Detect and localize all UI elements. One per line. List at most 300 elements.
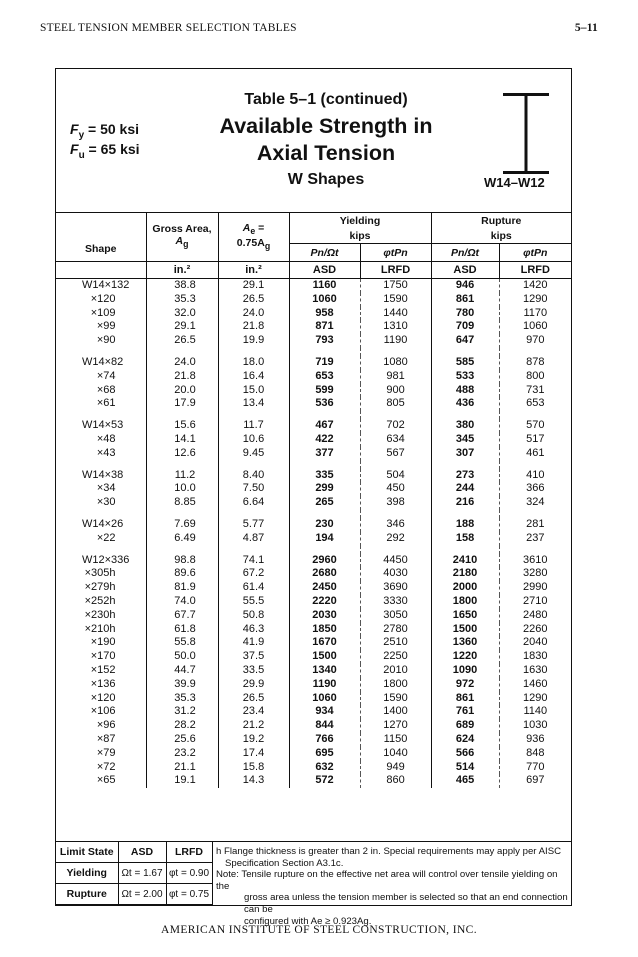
cell-yield-lrfd: 567 xyxy=(360,447,431,461)
cell-yield-asd: 844 xyxy=(289,719,360,733)
cell-shape: ×279h xyxy=(56,581,146,595)
cell-effective-area: 19.9 xyxy=(218,334,289,348)
cell-effective-area: 8.40 xyxy=(218,469,289,483)
cell-yield-lrfd: 3050 xyxy=(360,609,431,623)
table-row xyxy=(56,397,571,411)
cell-yield-lrfd: 2010 xyxy=(360,664,431,678)
cell-rupture-asd: 2000 xyxy=(431,581,499,595)
cell-rupture-asd: 216 xyxy=(431,496,499,510)
cell-gross-area: 24.0 xyxy=(146,356,218,370)
header-gross-area: Gross Area, $A_g$ xyxy=(146,213,218,262)
cell-effective-area: 14.3 xyxy=(218,774,289,788)
cell-gross-area: 7.69 xyxy=(146,518,218,532)
page-footer: AMERICAN INSTITUTE OF STEEL CONSTRUCTION, INC. xyxy=(160,924,477,936)
cell-yield-lrfd: 292 xyxy=(360,532,431,546)
cell-rupture-asd: 380 xyxy=(431,419,499,433)
cell-gross-area: 26.5 xyxy=(146,334,218,348)
cell-effective-area: 11.7 xyxy=(218,419,289,433)
cell-rupture-asd: 533 xyxy=(431,370,499,384)
cell-rupture-asd: 861 xyxy=(431,293,499,307)
table-row xyxy=(56,567,571,581)
cell-shape: ×190 xyxy=(56,636,146,650)
cell-gross-area: 8.85 xyxy=(146,496,218,510)
cell-rupture-lrfd: 1630 xyxy=(523,663,548,676)
cell-yield-lrfd: 1750 xyxy=(360,279,431,293)
cell-gross-area: 32.0 xyxy=(146,307,218,321)
cell-rupture-lrfd: 1830 xyxy=(523,650,548,663)
cell-rupture-asd: 514 xyxy=(431,761,499,775)
cell-shape: ×305h xyxy=(56,567,146,581)
cell-rupture-lrfd: 1290 xyxy=(523,691,548,704)
cell-yield-lrfd: 634 xyxy=(360,433,431,447)
cell-yield-lrfd: 860 xyxy=(360,774,431,788)
table-row xyxy=(56,419,571,433)
cell-yield-asd: 793 xyxy=(289,334,360,348)
table-row xyxy=(56,356,571,370)
ls-rupture-phi: φt = 0.75 xyxy=(166,884,212,905)
table-row xyxy=(56,518,571,532)
cell-yield-lrfd: 1150 xyxy=(360,733,431,747)
cell-effective-area: 4.87 xyxy=(218,532,289,546)
cell-rupture-asd: 761 xyxy=(431,705,499,719)
cell-rupture-lrfd: 878 xyxy=(526,355,545,368)
cell-shape: W14×132 xyxy=(56,279,146,293)
cell-gross-area: 89.6 xyxy=(146,567,218,581)
cell-effective-area: 37.5 xyxy=(218,650,289,664)
cell-yield-asd: 2220 xyxy=(289,595,360,609)
cell-yield-lrfd: 346 xyxy=(360,518,431,532)
cell-effective-area: 26.5 xyxy=(218,692,289,706)
cell-rupture-lrfd: 2710 xyxy=(523,594,548,607)
table-row xyxy=(56,554,571,568)
table-row xyxy=(56,433,571,447)
cell-gross-area: 61.8 xyxy=(146,623,218,637)
cell-yield-lrfd: 1440 xyxy=(360,307,431,321)
cell-rupture-asd: 158 xyxy=(431,532,499,546)
running-head-title: STEEL TENSION MEMBER SELECTION TABLES xyxy=(40,22,297,34)
cell-yield-asd: 632 xyxy=(289,761,360,775)
cell-effective-area: 21.8 xyxy=(218,320,289,334)
table-row xyxy=(56,279,571,293)
cell-rupture-lrfd: 1290 xyxy=(523,292,548,305)
unit-yield-asd: ASD xyxy=(289,262,360,279)
cell-rupture-asd: 585 xyxy=(431,356,499,370)
cell-shape: ×152 xyxy=(56,664,146,678)
header-shape: Shape xyxy=(56,213,146,262)
cell-effective-area: 29.1 xyxy=(218,279,289,293)
cell-gross-area: 44.7 xyxy=(146,664,218,678)
table-row xyxy=(56,482,571,496)
ls-head-limit-state: Limit State xyxy=(56,842,118,863)
cell-rupture-lrfd: 936 xyxy=(526,732,545,745)
cell-shape: ×61 xyxy=(56,397,146,411)
cell-rupture-lrfd: 848 xyxy=(526,746,545,759)
cell-gross-area: 23.2 xyxy=(146,747,218,761)
cell-effective-area: 7.50 xyxy=(218,482,289,496)
table-row xyxy=(56,320,571,334)
cell-yield-asd: 695 xyxy=(289,747,360,761)
cell-yield-asd: 467 xyxy=(289,419,360,433)
cell-yield-asd: 1160 xyxy=(289,279,360,293)
cell-effective-area: 55.5 xyxy=(218,595,289,609)
cell-rupture-lrfd: 2990 xyxy=(523,581,548,594)
ls-rupture: Rupture xyxy=(56,884,118,905)
cell-rupture-asd: 1650 xyxy=(431,609,499,623)
table-row xyxy=(56,384,571,398)
note-h-line1: h Flange thickness is greater than 2 in. Special requirements may apply per AISC xyxy=(216,846,562,857)
cell-yield-lrfd: 504 xyxy=(360,469,431,483)
cell-shape: ×120 xyxy=(56,293,146,307)
limit-state-table xyxy=(56,842,213,905)
cell-rupture-asd: 709 xyxy=(431,320,499,334)
cell-rupture-asd: 647 xyxy=(431,334,499,348)
table-row xyxy=(56,334,571,348)
cell-yield-lrfd: 702 xyxy=(360,419,431,433)
cell-rupture-lrfd: 461 xyxy=(526,446,545,459)
cell-yield-asd: 377 xyxy=(289,447,360,461)
cell-effective-area: 15.8 xyxy=(218,761,289,775)
header-yield-asd: Pn/Ωt xyxy=(289,244,360,262)
cell-gross-area: 6.49 xyxy=(146,532,218,546)
cell-effective-area: 41.9 xyxy=(218,636,289,650)
table-row xyxy=(56,761,571,775)
cell-yield-lrfd: 398 xyxy=(360,496,431,510)
cell-gross-area: 21.8 xyxy=(146,370,218,384)
unit-yield-lrfd: LRFD xyxy=(360,262,431,279)
group-spacer xyxy=(56,510,571,518)
cell-yield-asd: 299 xyxy=(289,482,360,496)
cell-gross-area: 50.0 xyxy=(146,650,218,664)
header-yielding: Yielding xyxy=(289,213,431,229)
cell-gross-area: 25.6 xyxy=(146,733,218,747)
cell-effective-area: 24.0 xyxy=(218,307,289,321)
cell-gross-area: 15.6 xyxy=(146,419,218,433)
cell-rupture-asd: 780 xyxy=(431,307,499,321)
cell-yield-lrfd: 805 xyxy=(360,397,431,411)
cell-yield-asd: 934 xyxy=(289,705,360,719)
table-row xyxy=(56,581,571,595)
cell-yield-lrfd: 1590 xyxy=(360,293,431,307)
cell-rupture-asd: 465 xyxy=(431,774,499,788)
cell-shape: ×120 xyxy=(56,692,146,706)
cell-rupture-asd: 307 xyxy=(431,447,499,461)
cell-rupture-lrfd: 237 xyxy=(526,531,545,544)
table-row xyxy=(56,678,571,692)
unit-effective: in.² xyxy=(218,262,289,279)
running-head xyxy=(40,22,598,38)
cell-yield-asd: 766 xyxy=(289,733,360,747)
cell-shape: ×170 xyxy=(56,650,146,664)
group-spacer xyxy=(56,348,571,356)
cell-shape: ×72 xyxy=(56,761,146,775)
cell-yield-lrfd: 2250 xyxy=(360,650,431,664)
cell-rupture-asd: 1220 xyxy=(431,650,499,664)
cell-yield-asd: 1190 xyxy=(289,678,360,692)
unit-rupture-lrfd: LRFD xyxy=(499,262,571,279)
table-title: Available Strength in Axial Tension xyxy=(219,114,433,165)
cell-effective-area: 19.2 xyxy=(218,733,289,747)
i-beam-icon xyxy=(503,93,549,187)
cell-rupture-asd: 188 xyxy=(431,518,499,532)
cell-effective-area: 6.64 xyxy=(218,496,289,510)
strength-table xyxy=(56,212,571,788)
cell-rupture-asd: 1500 xyxy=(431,623,499,637)
cell-yield-asd: 422 xyxy=(289,433,360,447)
cell-yield-lrfd: 949 xyxy=(360,761,431,775)
cell-yield-lrfd: 3690 xyxy=(360,581,431,595)
cell-yield-asd: 599 xyxy=(289,384,360,398)
cell-yield-lrfd: 2780 xyxy=(360,623,431,637)
cell-shape: ×34 xyxy=(56,482,146,496)
cell-yield-lrfd: 1040 xyxy=(360,747,431,761)
cell-rupture-lrfd: 1420 xyxy=(523,279,548,291)
cell-yield-asd: 871 xyxy=(289,320,360,334)
cell-effective-area: 74.1 xyxy=(218,554,289,568)
cell-rupture-lrfd: 2040 xyxy=(523,636,548,649)
cell-shape: W14×38 xyxy=(56,469,146,483)
table-row xyxy=(56,532,571,546)
cell-rupture-lrfd: 2480 xyxy=(523,608,548,621)
cell-effective-area: 18.0 xyxy=(218,356,289,370)
cell-rupture-lrfd: 281 xyxy=(526,517,545,530)
cell-yield-asd: 653 xyxy=(289,370,360,384)
header-rupture-asd: Pn/Ωt xyxy=(431,244,499,262)
table-row xyxy=(56,692,571,706)
cell-rupture-lrfd: 366 xyxy=(526,482,545,495)
unit-rupture-asd: ASD xyxy=(431,262,499,279)
unit-gross: in.² xyxy=(146,262,218,279)
cell-gross-area: 14.1 xyxy=(146,433,218,447)
cell-rupture-asd: 273 xyxy=(431,469,499,483)
cell-rupture-lrfd: 410 xyxy=(526,468,545,481)
group-spacer xyxy=(56,546,571,554)
note-line2: gross area unless the tension member is selected so that an end connection can be xyxy=(244,892,568,915)
cell-gross-area: 38.8 xyxy=(146,279,218,293)
table-row xyxy=(56,664,571,678)
table-row xyxy=(56,293,571,307)
group-spacer xyxy=(56,411,571,419)
cell-yield-lrfd: 1270 xyxy=(360,719,431,733)
table-row xyxy=(56,496,571,510)
cell-effective-area: 15.0 xyxy=(218,384,289,398)
cell-yield-lrfd: 1190 xyxy=(360,334,431,348)
cell-gross-area: 20.0 xyxy=(146,384,218,398)
cell-effective-area: 67.2 xyxy=(218,567,289,581)
table-number: Table 5–1 (continued) xyxy=(244,91,408,108)
cell-gross-area: 21.1 xyxy=(146,761,218,775)
cell-effective-area: 13.4 xyxy=(218,397,289,411)
cell-gross-area: 17.9 xyxy=(146,397,218,411)
cell-effective-area: 9.45 xyxy=(218,447,289,461)
table-row xyxy=(56,719,571,733)
cell-effective-area: 61.4 xyxy=(218,581,289,595)
cell-rupture-lrfd: 2260 xyxy=(523,622,548,635)
cell-yield-asd: 230 xyxy=(289,518,360,532)
cell-yield-lrfd: 1400 xyxy=(360,705,431,719)
table-row xyxy=(56,469,571,483)
cell-yield-asd: 194 xyxy=(289,532,360,546)
cell-shape: ×65 xyxy=(56,774,146,788)
cell-rupture-lrfd: 3610 xyxy=(523,553,548,566)
cell-shape: ×96 xyxy=(56,719,146,733)
cell-rupture-asd: 488 xyxy=(431,384,499,398)
cell-shape: ×68 xyxy=(56,384,146,398)
table-row xyxy=(56,595,571,609)
table-row xyxy=(56,623,571,637)
cell-rupture-lrfd: 1060 xyxy=(523,320,548,333)
cell-rupture-lrfd: 653 xyxy=(526,397,545,410)
cell-shape: W14×53 xyxy=(56,419,146,433)
ls-head-lrfd: LRFD xyxy=(166,842,212,863)
cell-gross-area: 11.2 xyxy=(146,469,218,483)
group-spacer xyxy=(56,461,571,469)
cell-yield-lrfd: 981 xyxy=(360,370,431,384)
cell-rupture-lrfd: 570 xyxy=(526,419,545,432)
cell-effective-area: 5.77 xyxy=(218,518,289,532)
table-row xyxy=(56,650,571,664)
cell-yield-asd: 1340 xyxy=(289,664,360,678)
cell-yield-asd: 1850 xyxy=(289,623,360,637)
cell-rupture-lrfd: 770 xyxy=(526,760,545,773)
cell-shape: ×99 xyxy=(56,320,146,334)
cell-yield-asd: 572 xyxy=(289,774,360,788)
cell-effective-area: 33.5 xyxy=(218,664,289,678)
table-row xyxy=(56,307,571,321)
ls-head-asd: ASD xyxy=(118,842,166,863)
cell-yield-lrfd: 4030 xyxy=(360,567,431,581)
table-row xyxy=(56,447,571,461)
cell-yield-asd: 2960 xyxy=(289,554,360,568)
cell-gross-area: 19.1 xyxy=(146,774,218,788)
cell-gross-area: 35.3 xyxy=(146,293,218,307)
cell-effective-area: 26.5 xyxy=(218,293,289,307)
note-h-line2: Specification Section A3.1c. xyxy=(225,857,344,869)
cell-gross-area: 67.7 xyxy=(146,609,218,623)
table-row xyxy=(56,705,571,719)
cell-yield-lrfd: 1590 xyxy=(360,692,431,706)
header-yield-lrfd: φtPn xyxy=(360,244,431,262)
cell-yield-asd: 1060 xyxy=(289,293,360,307)
note-line1: Note: Tensile rupture on the effective net area will control over tensile yielding on the xyxy=(216,869,558,892)
cell-rupture-asd: 1800 xyxy=(431,595,499,609)
note-line3: configured with Ae ≥ 0.923Ag. xyxy=(244,915,372,927)
cell-yield-asd: 1670 xyxy=(289,636,360,650)
cell-shape: W14×26 xyxy=(56,518,146,532)
cell-yield-asd: 335 xyxy=(289,469,360,483)
cell-rupture-lrfd: 970 xyxy=(526,334,545,347)
cell-rupture-asd: 624 xyxy=(431,733,499,747)
cell-shape: ×48 xyxy=(56,433,146,447)
cell-yield-lrfd: 4450 xyxy=(360,554,431,568)
cell-gross-area: 74.0 xyxy=(146,595,218,609)
cell-rupture-lrfd: 697 xyxy=(526,774,545,787)
cell-rupture-lrfd: 1460 xyxy=(523,677,548,690)
cell-shape: ×136 xyxy=(56,678,146,692)
cell-yield-asd: 719 xyxy=(289,356,360,370)
table-notes xyxy=(216,846,568,927)
header-yielding-kips: kips xyxy=(289,228,431,244)
table-row xyxy=(56,636,571,650)
cell-effective-area: 16.4 xyxy=(218,370,289,384)
table-footer xyxy=(56,841,571,927)
cell-rupture-lrfd: 1030 xyxy=(523,719,548,732)
cell-effective-area: 17.4 xyxy=(218,747,289,761)
table-body xyxy=(56,279,571,789)
cell-rupture-asd: 345 xyxy=(431,433,499,447)
cell-shape: ×109 xyxy=(56,307,146,321)
cell-rupture-lrfd: 1170 xyxy=(523,306,548,319)
cell-yield-asd: 2030 xyxy=(289,609,360,623)
fu-value: $F_u = 65$ ksi xyxy=(70,141,140,161)
cell-effective-area: 46.3 xyxy=(218,623,289,637)
cell-yield-lrfd: 1800 xyxy=(360,678,431,692)
cell-rupture-asd: 244 xyxy=(431,482,499,496)
table-row xyxy=(56,747,571,761)
ls-yielding-phi: φt = 0.90 xyxy=(166,863,212,884)
cell-yield-asd: 1060 xyxy=(289,692,360,706)
cell-rupture-asd: 2410 xyxy=(431,554,499,568)
header-effective-area: $A_e$ = $0.75A_g$ xyxy=(218,213,289,262)
cell-shape: ×43 xyxy=(56,447,146,461)
cell-gross-area: 28.2 xyxy=(146,719,218,733)
cell-gross-area: 98.8 xyxy=(146,554,218,568)
cell-rupture-lrfd: 517 xyxy=(526,432,545,445)
table-row xyxy=(56,733,571,747)
cell-rupture-lrfd: 800 xyxy=(526,369,545,382)
table-row xyxy=(56,370,571,384)
table-subtitle: W Shapes xyxy=(287,171,365,188)
cell-yield-asd: 265 xyxy=(289,496,360,510)
cell-gross-area: 55.8 xyxy=(146,636,218,650)
table-row xyxy=(56,774,571,788)
ls-rupture-omega: Ωt = 2.00 xyxy=(118,884,166,905)
cell-rupture-lrfd: 731 xyxy=(526,383,545,396)
cell-shape: ×230h xyxy=(56,609,146,623)
header-rupture-lrfd: φtPn xyxy=(499,244,571,262)
cell-shape: ×22 xyxy=(56,532,146,546)
table-row xyxy=(56,609,571,623)
ls-yielding-omega: Ωt = 1.67 xyxy=(118,863,166,884)
cell-rupture-asd: 1090 xyxy=(431,664,499,678)
cell-shape: W14×82 xyxy=(56,356,146,370)
cell-gross-area: 81.9 xyxy=(146,581,218,595)
cell-shape: ×30 xyxy=(56,496,146,510)
header-rupture-kips: kips xyxy=(431,228,571,244)
cell-rupture-asd: 972 xyxy=(431,678,499,692)
cell-yield-lrfd: 3330 xyxy=(360,595,431,609)
cell-yield-asd: 958 xyxy=(289,307,360,321)
cell-effective-area: 50.8 xyxy=(218,609,289,623)
cell-rupture-asd: 946 xyxy=(431,279,499,293)
table-frame xyxy=(55,68,572,927)
cell-yield-asd: 2680 xyxy=(289,567,360,581)
cell-shape: ×74 xyxy=(56,370,146,384)
cell-yield-asd: 536 xyxy=(289,397,360,411)
header-rupture: Rupture xyxy=(481,214,522,227)
cell-yield-lrfd: 1080 xyxy=(360,356,431,370)
cell-rupture-lrfd: 324 xyxy=(526,496,545,509)
ls-yielding: Yielding xyxy=(56,863,118,884)
cell-yield-lrfd: 450 xyxy=(360,482,431,496)
cell-rupture-asd: 2180 xyxy=(431,567,499,581)
cell-gross-area: 29.1 xyxy=(146,320,218,334)
cell-shape: ×87 xyxy=(56,733,146,747)
cell-gross-area: 12.6 xyxy=(146,447,218,461)
cell-gross-area: 39.9 xyxy=(146,678,218,692)
cell-yield-asd: 1500 xyxy=(289,650,360,664)
cell-yield-lrfd: 900 xyxy=(360,384,431,398)
cell-yield-lrfd: 1310 xyxy=(360,320,431,334)
